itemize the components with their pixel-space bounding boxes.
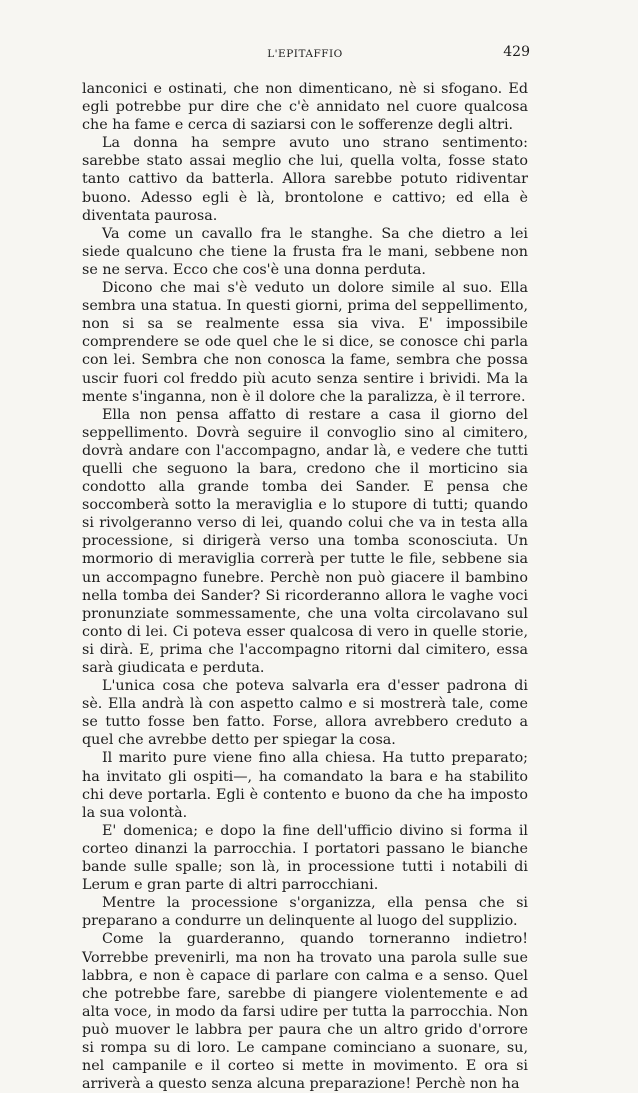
paragraph: Mentre la processione s'organizza, ella pensa che si preparano a condurre un delinquente al luogo del supplizio. [82, 895, 528, 930]
paragraph: Dicono che mai s'è veduto un dolore simile al suo. Ella sembra una statua. In questi giorni, prima del seppellimento, non si sa se realmente essa sia viva. E' impossibile comprendere se ode quel che le si dice, se conosce chi parla con lei. Sembra che non conosca la fame, sembra che possa uscir fuori col freddo più acuto senza sentire i brividi. Ma la mente s'inganna, non è il dolore che la paralizza, è il terrore. [82, 280, 528, 405]
body-text [82, 80, 528, 1093]
book-page [82, 40, 528, 1093]
running-header [82, 40, 528, 62]
paragraph: Il marito pure viene fino alla chiesa. Ha tutto preparato; ha invitato gli ospiti—, ha comandato la bara e ha stabilito chi deve portarla. Egli è contento e buono da che ha imposto la sua volontà. [82, 750, 528, 821]
paragraph: La donna ha sempre avuto uno strano sentimento: sarebbe stato assai meglio che lui, quella volta, fosse stato tanto cattivo da batterla. Allora sarebbe potuto ridiventar buono. Adesso egli è là, brontolone e cattivo; ed ella è diventata paurosa. [82, 135, 528, 224]
running-title: L'EPITAFFIO [267, 48, 343, 60]
paragraph: L'unica cosa che poteva salvarla era d'esser padrona di sè. Ella andrà là con aspetto calmo e si mostrerà tale, come se tutto fosse ben fatto. Forse, allora avrebbero creduto a quel che avrebbe detto per spiegar la cosa. [82, 678, 528, 749]
paragraph: Va come un cavallo fra le stanghe. Sa che dietro a lei siede qualcuno che tiene la frusta fra le mani, sebbene non se ne serva. Ecco che cos'è una donna perduta. [82, 225, 528, 278]
paragraph: Come la guarderanno, quando torneranno indietro! Vorrebbe prevenirli, ma non ha trovato una parola sulle sue labbra, e non è capace di parlare con calma e a senso. Quel che potrebbe fare, sarebbe di piangere violentemente e ad alta voce, in modo da farsi udire per tutta la parrocchia. Non può muover le labbra per paura che un altro grido d'orrore si rompa su di loro. Le campane cominciano a suonare, su, nel campanile e il corteo si mette in movimento. E ora si arriverà a questo senza alcuna preparazione! Perchè non ha [82, 931, 528, 1093]
paragraph: Ella non pensa affatto di restare a casa il giorno del seppellimento. Dovrà seguire il convoglio sino al cimitero, dovrà andare con l'accompagno, andar là, e vedere che tutti quelli che seguono la bara, credono che il morticino sia condotto alla grande tomba dei Sander. E pensa che soccomberà sotto la meraviglia e lo stupore di tutti; quando si rivolgeranno verso di lei, quando colui che va in testa alla processione, si dirigerà verso una tomba sconosciuta. Un mormorio di meraviglia correrà per tutte le file, sebbene sia un accompagno funebre. Perchè non può giacere il bambino nella tomba dei Sander? Si ricorderanno allora le vaghe voci pronunziate sommessamente, che una volta circolavano sul conto di lei. Ci poteva esser qualcosa di vero in quelle storie, si dirà. E, prima che l'accompagno ritorni dal cimitero, essa sarà giudicata e perduta. [82, 406, 528, 676]
paragraph: lanconici e ostinati, che non dimenticano, nè si sfogano. Ed egli potrebbe pur dire che c'è annidato nel cuore qualcosa che ha fame e cerca di saziarsi con le sofferenze degli altri. [82, 81, 528, 134]
paragraph: E' domenica; e dopo la fine dell'ufficio divino si forma il corteo dinanzi la parrocchia. I portatori passano le bianche bande sulle spalle; son là, in processione tutti i notabili di Lerum e gran parte di altri parrocchiani. [82, 822, 528, 894]
page-number: 429 [503, 44, 530, 60]
